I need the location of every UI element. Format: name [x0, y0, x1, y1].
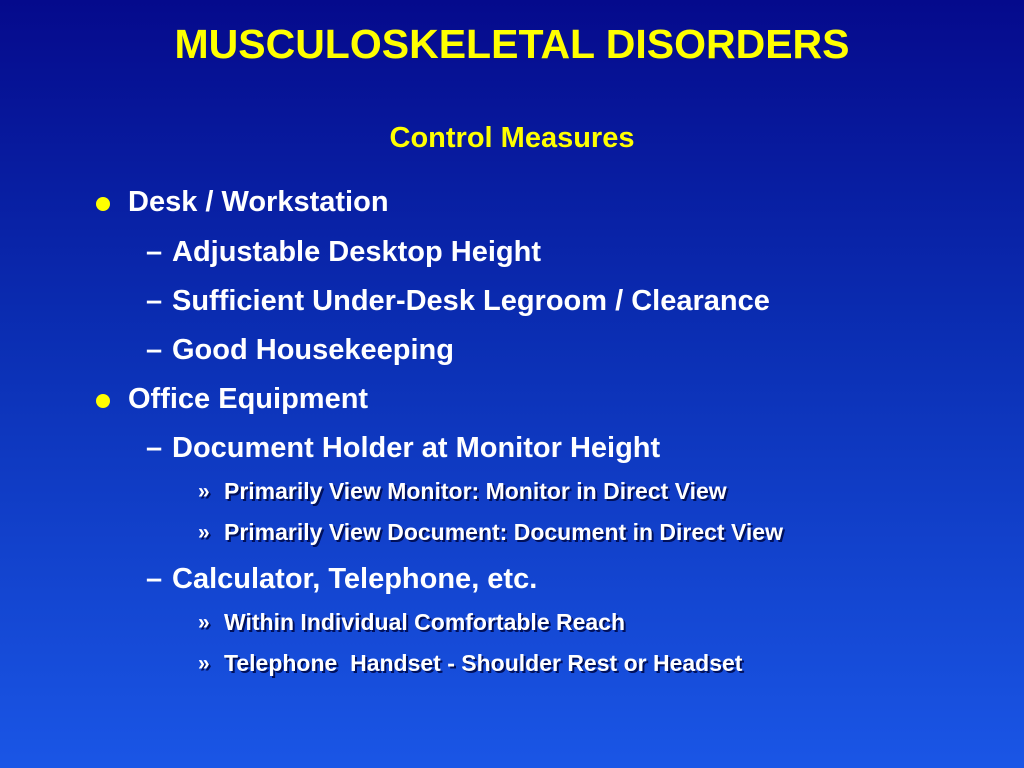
bullet-dot-icon: [96, 394, 110, 408]
sub-sub-item-telephone-handset: Telephone Handset - Shoulder Rest or Headset: [224, 650, 743, 676]
sub-sub-item-view-monitor: Primarily View Monitor: Monitor in Direct View: [224, 478, 727, 504]
raquo-marker: »: [198, 652, 210, 675]
sub-sub-item-comfortable-reach: Within Individual Comfortable Reach: [224, 609, 626, 635]
bullet-item-desk-workstation: Desk / Workstation: [128, 186, 389, 218]
sub-item-adjustable-desktop-height: Adjustable Desktop Height: [172, 236, 541, 268]
sub-item-document-holder: Document Holder at Monitor Height: [172, 432, 661, 464]
slide-subtitle: Control Measures: [389, 122, 635, 154]
dash-marker: –: [146, 563, 163, 595]
sub-item-calculator-telephone: Calculator, Telephone, etc.: [172, 563, 538, 595]
dash-marker: –: [146, 236, 163, 268]
bullet-item-office-equipment: Office Equipment: [128, 383, 369, 415]
raquo-marker: »: [198, 521, 210, 544]
raquo-marker: »: [198, 611, 210, 634]
raquo-marker: »: [198, 480, 210, 503]
sub-item-good-housekeeping: Good Housekeeping: [172, 334, 454, 366]
dash-marker: –: [146, 334, 163, 366]
bullet-dot-icon: [96, 197, 110, 211]
sub-item-under-desk-legroom: Sufficient Under-Desk Legroom / Clearance: [172, 285, 770, 317]
slide-title: MUSCULOSKELETAL DISORDERS: [174, 21, 850, 67]
dash-marker: –: [146, 285, 163, 317]
dash-marker: –: [146, 432, 163, 464]
sub-sub-item-view-document: Primarily View Document: Document in Direct View: [224, 519, 783, 545]
